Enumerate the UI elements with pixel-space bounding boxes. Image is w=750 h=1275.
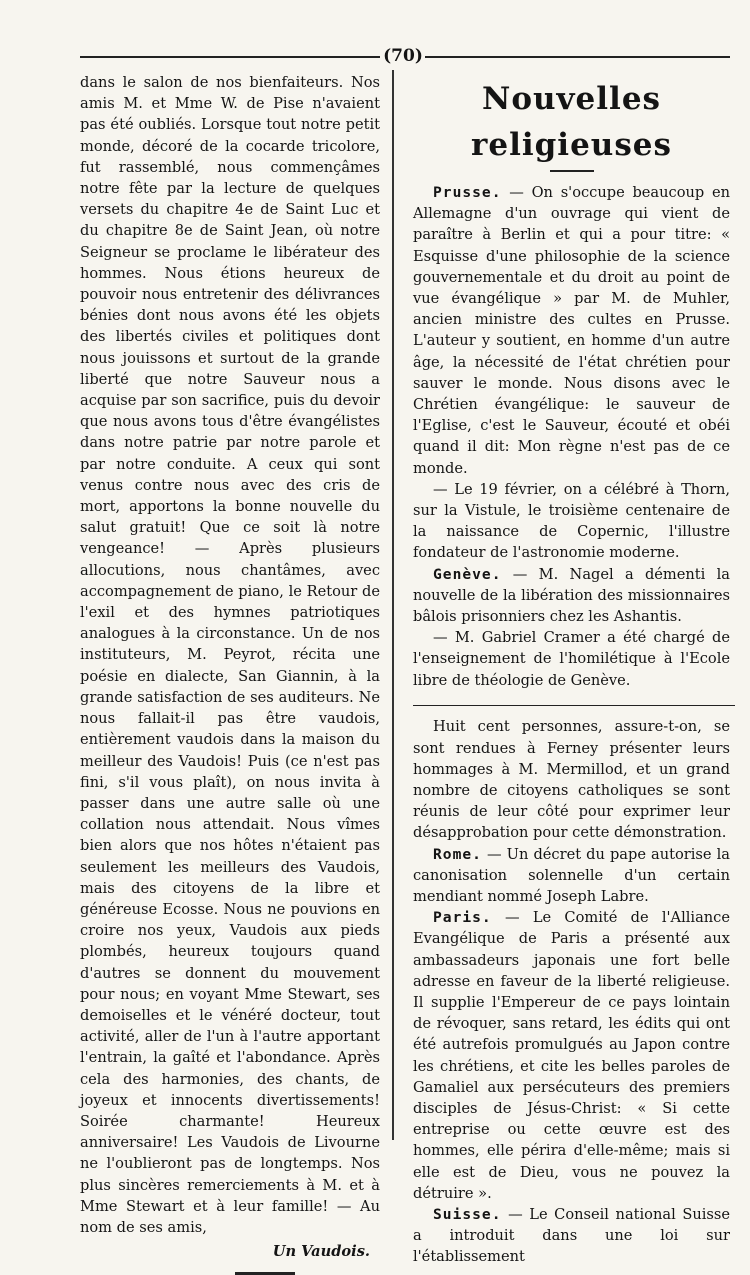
news-item-rome [413,844,730,908]
news-text: — Le 19 février, on a célébré à Thorn, sur la Vistule, le troisième centenaire de la naissance de Copernic, l'illustre fondateur de l'astronomie moderne. [413,480,730,562]
news-heading: Prusse. [433,184,502,201]
column-divider [392,70,394,1140]
left-column [80,72,380,1275]
signature: Un Vaudois. [272,1243,370,1261]
news-item-suisse [413,1204,730,1268]
news-text: — On s'occupe beaucoup en Allemagne d'un ouvrage qui vient de paraître à Berlin et qui a pour titre: « Esquisse d'une philosophie de la science gouvernementale et du droit au point de vue évangélique » par M. de Muhler, ancien ministre des cultes en Prusse. L'auteur y soutient, en homme d'un autre âge, la nécessité de l'état chrétien pour sauver le monde. Nous disons avec le Chrétien évangélique: le sauveur de l'Eglise, c'est le Sauveur, écouté et obéi quand il dit: Mon règne n'est pas de ce monde. [413,184,730,477]
news-item-paris [413,907,730,1204]
right-column [413,72,730,1268]
header-rule-left [80,56,380,58]
news-text: — Un décret du pape autorise la canonisation solennelle d'un certain mendiant nommé Joseph Labre. [413,845,730,905]
news-text: — M. Nagel a démenti la nouvelle de la libération des missionnaires bâlois prisonniers chez les Ashantis. [413,565,730,626]
news-heading: Genève. [433,565,502,583]
news-text: — Le Comité de l'Alliance Evangélique de Paris a présenté aux ambassadeurs japonais une fort belle adresse en faveur de la liberté religieuse. Il supplie l'Empereur de ce pays lointain de révoquer, sans retard, les édits qui ont été autrefois promulgués au Japon contre les chrétiens, et cite les belles paroles de Gamaliel aux persécuteurs des premiers disciples de Jésus-Christ: « Si cette entreprise ou cette œuvre est des hommes, elle périra d'elle-même; mais si elle est de Dieu, vous ne pouvez la détruire ». [413,909,730,1202]
left-paragraph: dans le salon de nos bienfaiteurs. Nos amis M. et Mme W. de Pise n'avaient pas été oubliés. Lorsque tout notre petit monde, décoré de la cocarde tricolore, fut rassemblé, nous commençâmes notre fête par la lecture de quelques versets du chapitre 4e de Saint Luc et du chapitre 8e de Saint Jean, où notre Seigneur se proclame le libérateur des hommes. Nous étions heureux de pouvoir nous entretenir des délivrances bénies dont nous avons été les objets des libertés civiles et politiques dont nous jouissons et surtout de la grande liberté que notre Sauveur nous a acquise par son sacrifice, puis du devoir que nous avons tous d'être évangélistes dans notre patrie par notre parole et par notre conduite. A ceux qui sont venus contre nous avec des cris de mort, apportons la bonne nouvelle du salut gratuit! Que ce soit là notre vengeance! — Après plusieurs allocutions, nous chantâmes, avec accompagnement de piano, le Retour de l'exil et des hymnes patriotiques analogues à la circonstance. Un de nos instituteurs, M. Peyrot, récita une poésie en dialecte, San Giannin, à la grande satisfaction de ses auditeurs. Ne nous fallait-il pas être vaudois, entièrement vaudois dans la maison du meilleur des Vaudois! Puis (ce n'est pas fini, s'il vous plaît), on nous invita à passer dans une autre salle où une collation nous attendait. Nous vîmes bien alors que nos hôtes n'étaient pas seulement les meilleurs des Vaudois, mais des citoyens de la libre et généreuse Ecosse. Nous ne pouvions en croire nos yeux, Vaudois aux pieds plombés, heureux toujours quand d'autres se donnent du mouvement pour nous; en voyant Mme Stewart, ses demoiselles et le vénéré docteur, tout activité, aller de l'un à l'autre apportant l'entrain, la gaîté et l'abondance. Après cela des harmonies, des chants, de joyeux et innocents divertissements! Soirée charmante! Heureux anniversaire! Les Vaudois de Livourne ne l'oublieront pas de longtemps. Nos plus sincères remerciements à M. et à Mme Stewart et à leur famille! — Au nom de ses amis, [80,74,380,1236]
news-text: Huit cent personnes, assure-t-on, se sont rendues à Ferney présenter leurs hommages à M. Mermillod, et un grand nombre de citoyens catholiques se sont réunis de leur côté pour exprimer leur désapprobation pour cette démonstration. [413,718,730,842]
news-item-geneve [413,564,730,628]
page-header [80,42,730,70]
news-heading: Suisse. [433,1206,502,1224]
news-item-thorn [413,479,730,564]
section-separator [413,705,735,707]
section-title: Nouvelles religieuses [471,81,672,163]
news-item-cramer [413,627,730,691]
title-dash [550,170,594,172]
news-heading: Rome. [433,845,482,863]
news-text: — Le Conseil national Suisse a introduit dans une loi sur l'établissement [413,1206,730,1266]
page-number: (70) [383,46,423,66]
news-item-ferney [413,716,730,843]
news-heading: Paris. [433,909,492,927]
header-rule-right [425,56,730,58]
news-item-prusse [413,182,730,479]
news-text: — M. Gabriel Cramer a été chargé de l'enseignement de l'homilétique à l'Ecole libre de théologie de Genève. [413,629,730,689]
